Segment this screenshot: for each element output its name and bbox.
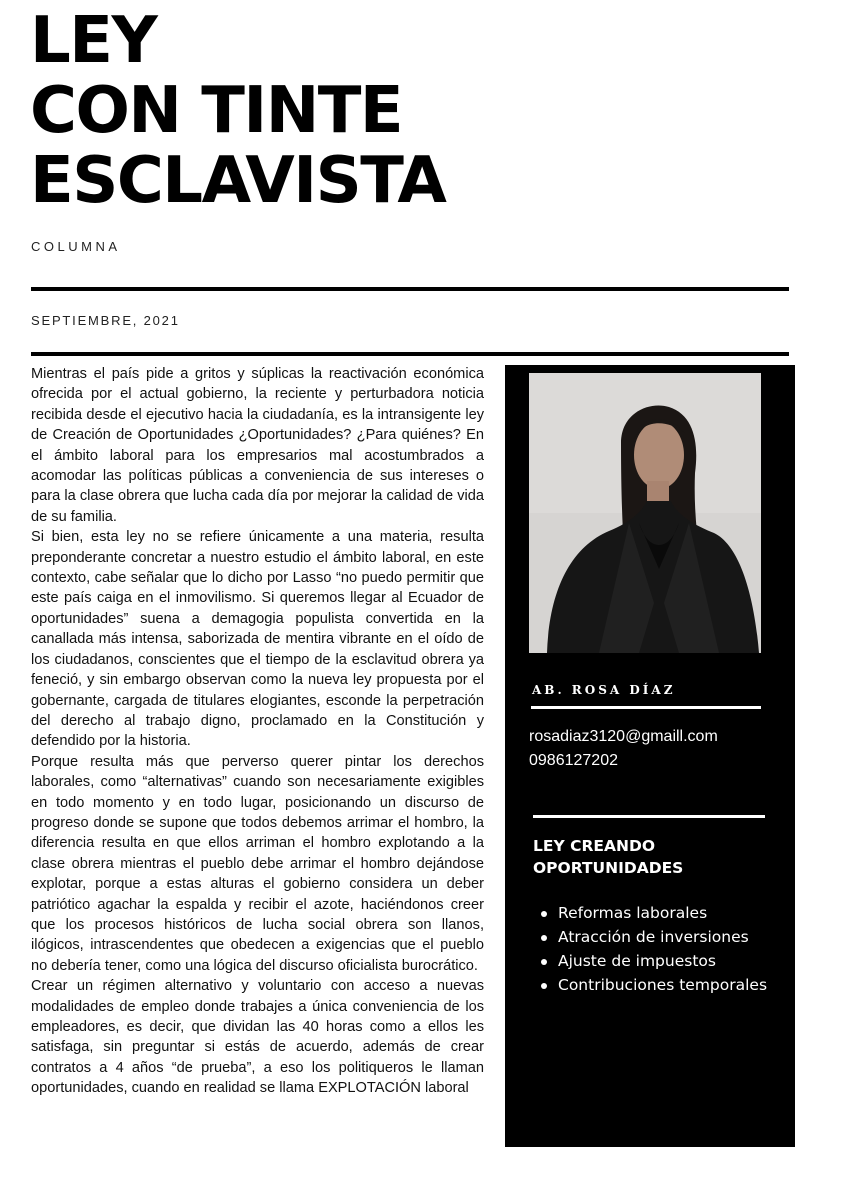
author-sidebar: [505, 365, 795, 1147]
contact-phone[interactable]: 0986127202: [529, 752, 618, 769]
article-paragraph: Crear un régimen alternativo y voluntario con acceso a nuevas modalidades de empleo donde trabajes a única conveniencia de los empleadores, es decir, que dividan las 40 horas como a ellos les satisfaga, sin preguntar si estás de acuerdo, además de crear contratos a 4 años “de prueba”, a eso los politiqueros le llaman oportunidades, cuando en realidad se llama EXPLOTACIÓN laboral: [31, 978, 484, 1097]
author-name: AB. ROSA DÍAZ: [532, 683, 676, 697]
highlight-item: Atracción de inversiones: [541, 925, 767, 949]
highlights-list: [541, 901, 767, 997]
title-line: CON TINTE: [30, 74, 403, 148]
title-line: LEY: [30, 4, 157, 78]
sidebar-divider: [533, 815, 765, 818]
publication-date: SEPTIEMBRE, 2021: [31, 313, 180, 328]
author-photo: [529, 373, 761, 653]
article-paragraph: Mientras el país pide a gritos y súplicas la reactivación económica ofrecida por el actual gobierno, la reciente y perturbadora noticia recibida desde el ejecutivo hacia la ciudadanía, es la intransigente ley de Creación de Oportunidades ¿Oportunidades? ¿Para quiénes? En el ámbito laboral para los empresarios mal acostumbrados a acomodar las políticas públicas a conveniencia de sus intereses o para la clase obrera que lucha cada día por mejorar la calidad de vida de su familia.: [31, 366, 484, 525]
divider: [31, 352, 789, 356]
title-line: ESCLAVISTA: [30, 144, 446, 218]
article-title: [30, 6, 445, 216]
highlight-item: Reformas laborales: [541, 901, 767, 925]
sidebar-divider: [531, 706, 761, 709]
article-body: [31, 364, 484, 1099]
article-paragraph: Si bien, esta ley no se refiere únicamente a una materia, resulta preponderante concretar a nuestro estudio el ámbito laboral, en este contexto, cabe señalar que lo dicho por Lasso “no puedo permitir que este país caiga en el inmovilismo. Si queremos llegar al Ecuador de oportunidades” suena a demagogia populista convertida en la canallada más intensa, saborizada de mentira vibrante en el oído de los ciudadanos, conscientes que el tiempo de la esclavitud obrera ya feneció, y sin embargo observan como la nueva ley propuesta por el gobernante, cargada de titulares elogiantes, esconde la perpetración del derecho al trabajo digno, proclamado en la Constitución y defendido por la historia.: [31, 529, 484, 750]
highlight-item: Ajuste de impuestos: [541, 949, 767, 973]
contact-email[interactable]: rosadiaz3120@gmaill.com: [529, 728, 718, 745]
divider: [31, 287, 789, 291]
highlights-title: LEY CREANDO OPORTUNIDADES: [533, 837, 684, 877]
author-portrait-image: [529, 373, 761, 653]
contact-info: [529, 725, 718, 773]
highlight-item: Contribuciones temporales: [541, 973, 767, 997]
article-paragraph: Porque resulta más que perverso querer pintar los derechos laborales, como “alternativas” cuando son necesariamente exigibles en todo momento y en todo lugar, posicionando un discurso de progreso donde se supone que todos debemos arrimar el hombro, la diferencia resulta en que ellos arriman el hombro explotando a la clase obrera mientras el pueblo debe arrimar el hombro dejándose explotar, porque a estas alturas el gobierno considera un deber patriótico agachar la espalda y recibir el azote, haciéndonos creer que los procesos históricos de lucha social obrera son llanos, ilógicos, intrascendentes que obedecen a exigencias que el pueblo no debería tener, como una lógica del discurso oficialista burocrático.: [31, 753, 484, 974]
section-label: COLUMNA: [31, 239, 121, 254]
